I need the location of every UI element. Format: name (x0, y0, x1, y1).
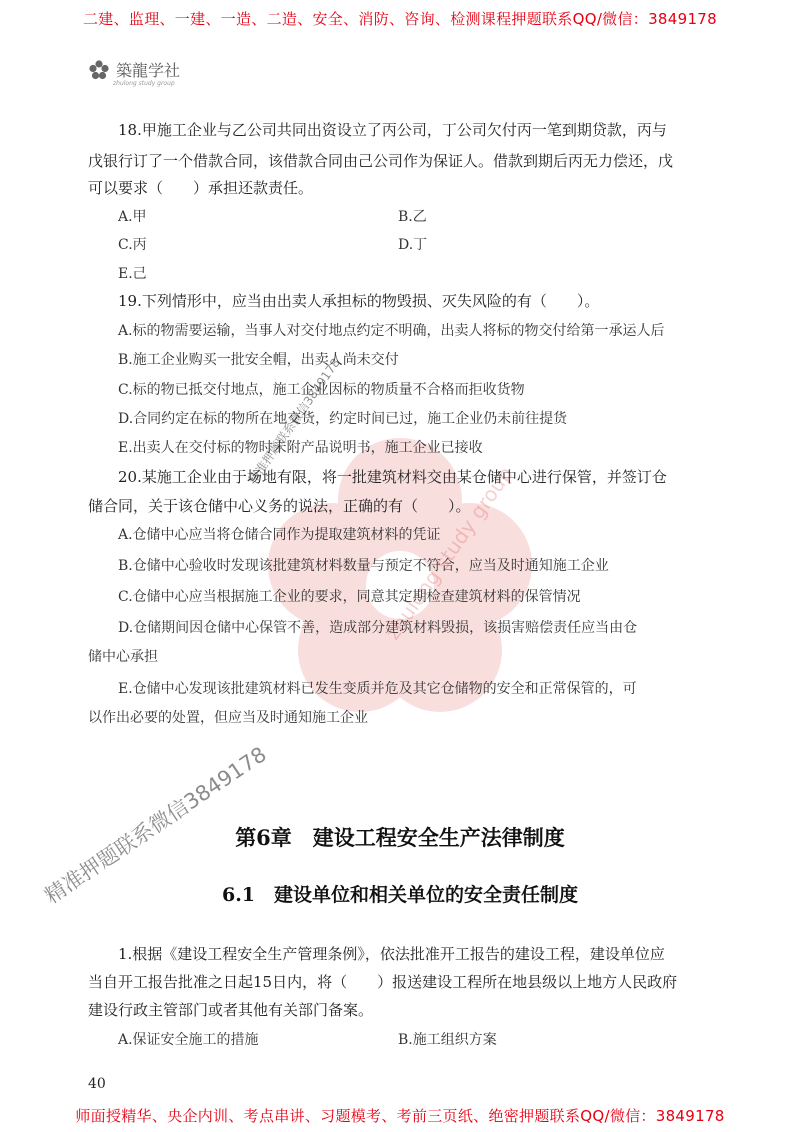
q18-option-b: B.乙 (398, 209, 427, 225)
q19-option-b: B.施工企业购买一批安全帽，出卖人尚未交付 (118, 352, 399, 368)
diagonal-watermark-large: 精准押题联系微信3849178 (40, 742, 271, 909)
q20-option-d-line-2: 储中心承担 (88, 649, 158, 665)
q1-stem-line-2: 当自开工报告批准之日起15日内，将（ ）报送建设工程所在地县级以上地方人民政府 (88, 973, 678, 991)
q1-option-a: A.保证安全施工的措施 (118, 1032, 259, 1048)
q1-stem-line-1: 1.根据《建设工程安全生产管理条例》，依法批准开工报告的建设工程，建设单位应 (118, 945, 665, 963)
logo-subtitle: zhulong study group (113, 80, 175, 87)
q1-option-b: B.施工组织方案 (398, 1032, 497, 1048)
section-title: 6.1 建设单位和相关单位的安全责任制度 (221, 884, 579, 906)
q18-stem-line-3: 可以要求（ ）承担还款责任。 (88, 179, 314, 197)
logo-text: 築龍学社 (116, 61, 181, 80)
q20-stem-line-1: 20.某施工企业由于场地有限，将一批建筑材料交由某仓储中心进行保管，并签订仓 (118, 468, 667, 486)
q20-option-c: C.仓储中心应当根据施工企业的要求，同意其定期检查建筑材料的保管情况 (118, 589, 581, 605)
q20-option-e-line-2: 以作出必要的处置，但应当及时通知施工企业 (88, 710, 368, 726)
q19-option-c: C.标的物已抵交付地点，施工企业因标的物质量不合格而拒收货物 (118, 382, 525, 398)
english-watermark: zhulong study group (380, 462, 518, 644)
q20-option-a: A.仓储中心应当将仓储合同作为提取建筑材料的凭证 (118, 527, 441, 543)
chapter-title: 第6章 建设工程安全生产法律制度 (235, 825, 565, 850)
logo (88, 58, 180, 81)
q18-option-a: A.甲 (118, 209, 147, 225)
q18-option-d: D.丁 (398, 237, 428, 253)
q20-option-b: B.仓储中心验收时发现该批建筑材料数量与预定不符合，应当及时通知施工企业 (118, 558, 609, 574)
q18-stem-line-1: 18.甲施工企业与乙公司共同出资设立了丙公司，丁公司欠付丙一笔到期贷款，丙与 (118, 121, 667, 139)
q18-option-e: E.己 (118, 266, 147, 282)
q20-option-e-line-1: E.仓储中心发现该批建筑材料已发生变质并危及其它仓储物的安全和正常保管的，可 (118, 681, 637, 697)
page-number: 40 (88, 1076, 106, 1092)
bottom-promo-banner: 师面授精华、央企内训、考点串讲、习题模考、考前三页纸、绝密押题联系QQ/微信：3849178 (75, 1107, 725, 1125)
q18-stem-line-2: 戊银行订了一个借款合同，该借款合同由己公司作为保证人。借款到期后丙无力偿还，戊 (88, 152, 674, 170)
q20-option-d-line-1: D.仓储期间因仓储中心保管不善，造成部分建筑材料毁损，该损害赔偿责任应当由仓 (118, 620, 638, 636)
q19-option-e: E.出卖人在交付标的物时未附产品说明书，施工企业已接收 (118, 440, 483, 456)
q20-stem-line-2: 储合同，关于该仓储中心义务的说法，正确的有（ ）。 (88, 497, 471, 515)
q18-option-c: C.丙 (118, 237, 147, 253)
q19-option-a: A.标的物需要运输，当事人对交付地点约定不明确，出卖人将标的物交付给第一承运人后 (118, 323, 665, 339)
diagonal-watermark-small: 精准押题联系微信3849178 (245, 355, 343, 487)
top-promo-banner: 二建、监理、一建、一造、二造、安全、消防、咨询、检测课程押题联系QQ/微信：3849178 (83, 10, 717, 28)
q19-option-d: D.合同约定在标的物所在地交货，约定时间已过，施工企业仍未前往提货 (118, 411, 568, 427)
q1-stem-line-3: 建设行政主管部门或者其他有关部门备案。 (88, 1001, 374, 1019)
flower-logo-icon (88, 59, 110, 81)
q19-stem: 19.下列情形中，应当由出卖人承担标的物毁损、灭失风险的有（ ）。 (118, 292, 600, 310)
